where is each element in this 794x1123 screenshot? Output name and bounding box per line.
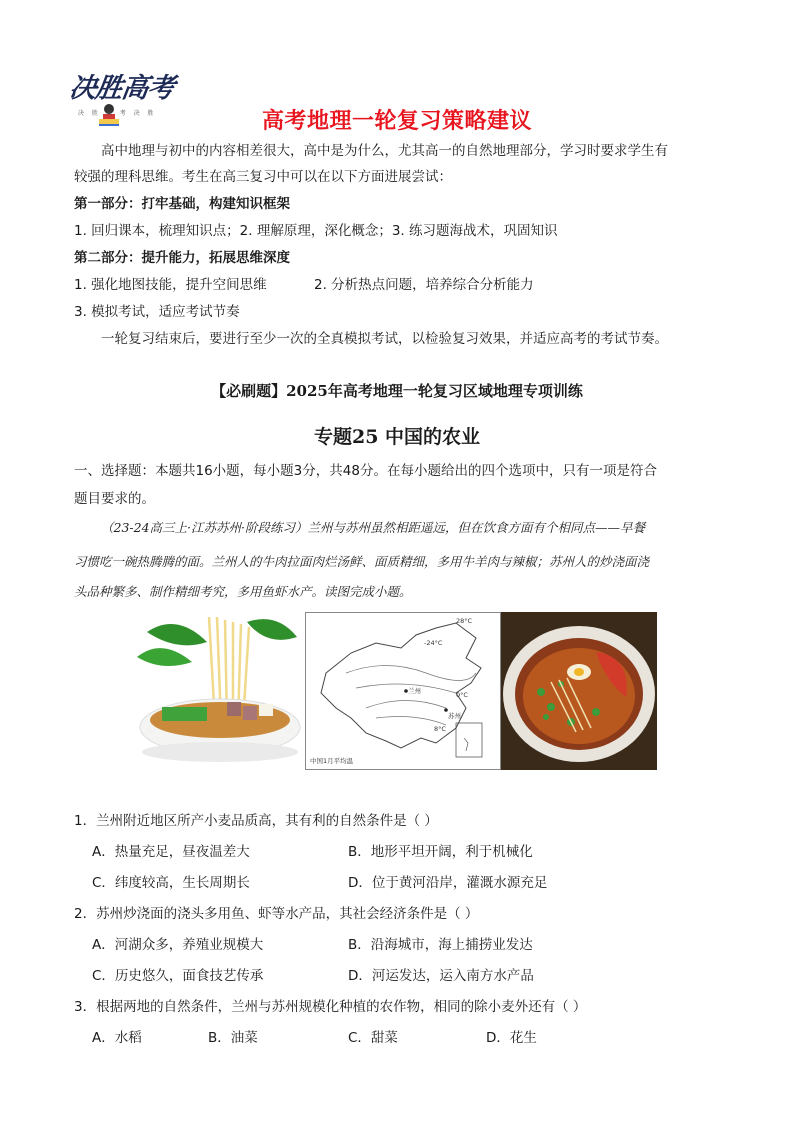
document-title: 高考地理一轮复习策略建议 — [261, 109, 532, 134]
part2-item-2: 2. 分析热点问题，培养综合分析能力 — [314, 277, 534, 293]
part1-items: 1. 回归课本，梳理知识点；2. 理解原理，深化概念；3. 练习题海战术，巩固知识 — [74, 223, 558, 239]
map-label-8: 8°C — [434, 725, 446, 733]
question-2-stem: 2．苏州炒浇面的浇头多用鱼、虾等水产品，其社会经济条件是（ ） — [74, 906, 479, 922]
map-caption: 中国1月平均温 — [310, 757, 354, 765]
map-label-minus24: -24°C — [424, 639, 443, 647]
closing-paragraph: 一轮复习结束后，要进行至少一次的全真模拟考试，以检验复习效果，并适应高考的考试节奏。 — [101, 331, 668, 347]
question-1-option-b[interactable]: B．地形平坦开阔，利于机械化 — [348, 844, 533, 860]
passage-line-3: 头品种繁多、制作精细考究，多用鱼虾水产。读图完成小题。 — [74, 584, 412, 599]
section-instruction-line-2: 题目要求的。 — [74, 491, 155, 507]
question-2-option-b[interactable]: B．沿海城市，海上捕捞业发达 — [348, 937, 533, 953]
map-label-lanzhou: 兰州 — [408, 687, 421, 695]
question-3-option-a[interactable]: A．水稻 — [92, 1030, 142, 1046]
exam-subtitle: 【必刷题】2025年高考地理一轮复习区域地理专项训练 — [211, 382, 583, 400]
map-label-suzhou: 苏州 — [448, 712, 461, 720]
intro-line-2: 较强的理科思维。考生在高三复习中可以在以下方面进展尝试： — [74, 169, 452, 185]
question-1-stem: 1．兰州附近地区所产小麦品质高，其有利的自然条件是（ ） — [74, 813, 438, 829]
logo-text: 决胜高考 — [67, 73, 176, 104]
part2-item-3: 3. 模拟考试，适应考试节奏 — [74, 304, 240, 320]
map-label-28: 28°C — [456, 617, 473, 625]
question-3-option-d[interactable]: D．花生 — [486, 1030, 537, 1046]
part1-heading: 第一部分：打牢基础，构建知识框架 — [74, 196, 290, 212]
map-label-0: 0°C — [456, 691, 468, 699]
lanzhou-noodle-photo — [137, 612, 303, 770]
suzhou-noodle-photo — [501, 612, 657, 770]
question-2-option-d[interactable]: D．河运发达，运入南方水产品 — [348, 968, 534, 984]
question-3-option-b[interactable]: B．油菜 — [208, 1030, 258, 1046]
section-instruction-line-1: 一、选择题：本题共16小题，每小题3分，共48分。在每小题给出的四个选项中，只有一项是符合 — [74, 463, 657, 479]
passage-line-1: （23-24高三上·江苏苏州·阶段练习）兰州与苏州虽然相距遥远，但在饮食方面有个相同点——早餐 — [101, 520, 645, 535]
question-2-option-c[interactable]: C．历史悠久，面食技艺传承 — [92, 968, 264, 984]
topic-title: 专题25 中国的农业 — [313, 426, 481, 448]
question-1-option-a[interactable]: A．热量充足，昼夜温差大 — [92, 844, 250, 860]
part2-item-1: 1. 强化地图技能，提升空间思维 — [74, 277, 267, 293]
part2-heading: 第二部分：提升能力，拓展思维深度 — [74, 250, 290, 266]
question-1-option-c[interactable]: C．纬度较高，生长周期长 — [92, 875, 250, 891]
intro-line-1: 高中地理与初中的内容相差很大，高中是为什么，尤其高一的自然地理部分，学习时要求学生有 — [101, 143, 668, 159]
question-3-stem: 3．根据两地的自然条件，兰州与苏州规模化种植的农作物，相同的除小麦外还有（ ） — [74, 999, 587, 1015]
china-january-temperature-map — [305, 612, 501, 770]
logo-subtext: 决 胜 高 考 决 胜 — [78, 110, 157, 117]
question-1-option-d[interactable]: D．位于黄河沿岸，灌溉水源充足 — [348, 875, 548, 891]
question-3-option-c[interactable]: C．甜菜 — [348, 1030, 398, 1046]
question-2-option-a[interactable]: A．河湖众多，养殖业规模大 — [92, 937, 264, 953]
passage-line-2: 习惯吃一碗热腾腾的面。兰州人的牛肉拉面肉烂汤鲜、面质精细，多用牛羊肉与辣椒；苏州人的炒浇面浇 — [74, 554, 650, 569]
